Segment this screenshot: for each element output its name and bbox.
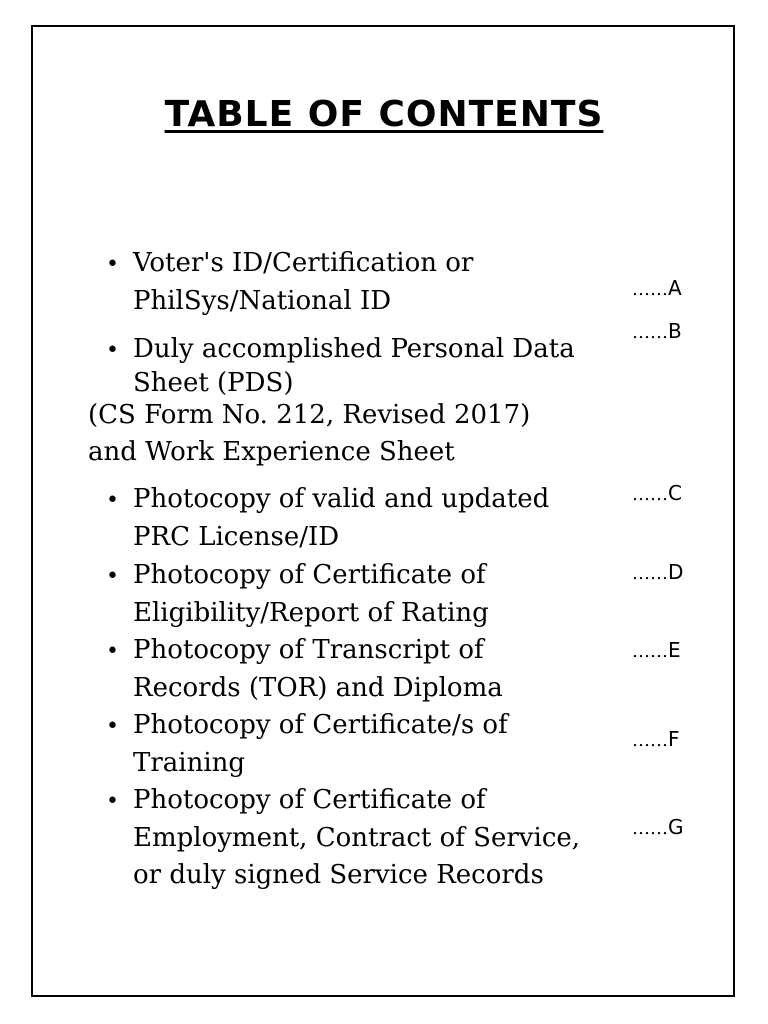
toc-item-e-line-2: Records (TOR) and Diploma: [133, 673, 503, 703]
bullet: •: [106, 252, 119, 277]
toc-marker-b: ……B: [632, 319, 682, 343]
toc-item-b-continuation-2: and Work Experience Sheet: [88, 437, 455, 467]
toc-item-f-line-2: Training: [133, 748, 246, 778]
toc-item-d-line-2: Eligibility/Report of Rating: [133, 598, 489, 628]
toc-item-b-line-2: Sheet (PDS): [133, 368, 294, 398]
bullet: •: [106, 639, 119, 664]
toc-item-g-line-1: Photocopy of Certificate of: [133, 785, 486, 815]
toc-item-g-line-3: or duly signed Service Records: [133, 860, 544, 890]
toc-item-d-line-1: Photocopy of Certificate of: [133, 560, 486, 590]
bullet: •: [106, 789, 119, 814]
page-title: TABLE OF CONTENTS: [164, 94, 604, 135]
toc-marker-e: ……E: [632, 638, 681, 662]
toc-marker-f: ……F: [632, 727, 680, 751]
toc-marker-c: ……C: [632, 481, 682, 505]
toc-item-b-line-1: Duly accomplished Personal Data: [133, 334, 575, 364]
toc-marker-a: ……A: [632, 276, 682, 300]
bullet: •: [106, 714, 119, 739]
toc-item-g-line-2: Employment, Contract of Service,: [133, 823, 581, 853]
toc-item-a-line-1: Voter's ID/Certification or: [133, 248, 474, 278]
toc-item-b-continuation-1: (CS Form No. 212, Revised 2017): [88, 400, 531, 430]
toc-item-c-line-1: Photocopy of valid and updated: [133, 484, 550, 514]
toc-item-e-line-1: Photocopy of Transcript of: [133, 635, 484, 665]
toc-item-f-line-1: Photocopy of Certificate/s of: [133, 710, 508, 740]
toc-item-a-line-2: PhilSys/National ID: [133, 286, 392, 316]
bullet: •: [106, 488, 119, 513]
toc-marker-d: ……D: [632, 560, 684, 584]
bullet: •: [106, 564, 119, 589]
toc-marker-g: ……G: [632, 815, 684, 839]
toc-item-c-line-2: PRC License/ID: [133, 522, 340, 552]
bullet: •: [106, 338, 119, 363]
